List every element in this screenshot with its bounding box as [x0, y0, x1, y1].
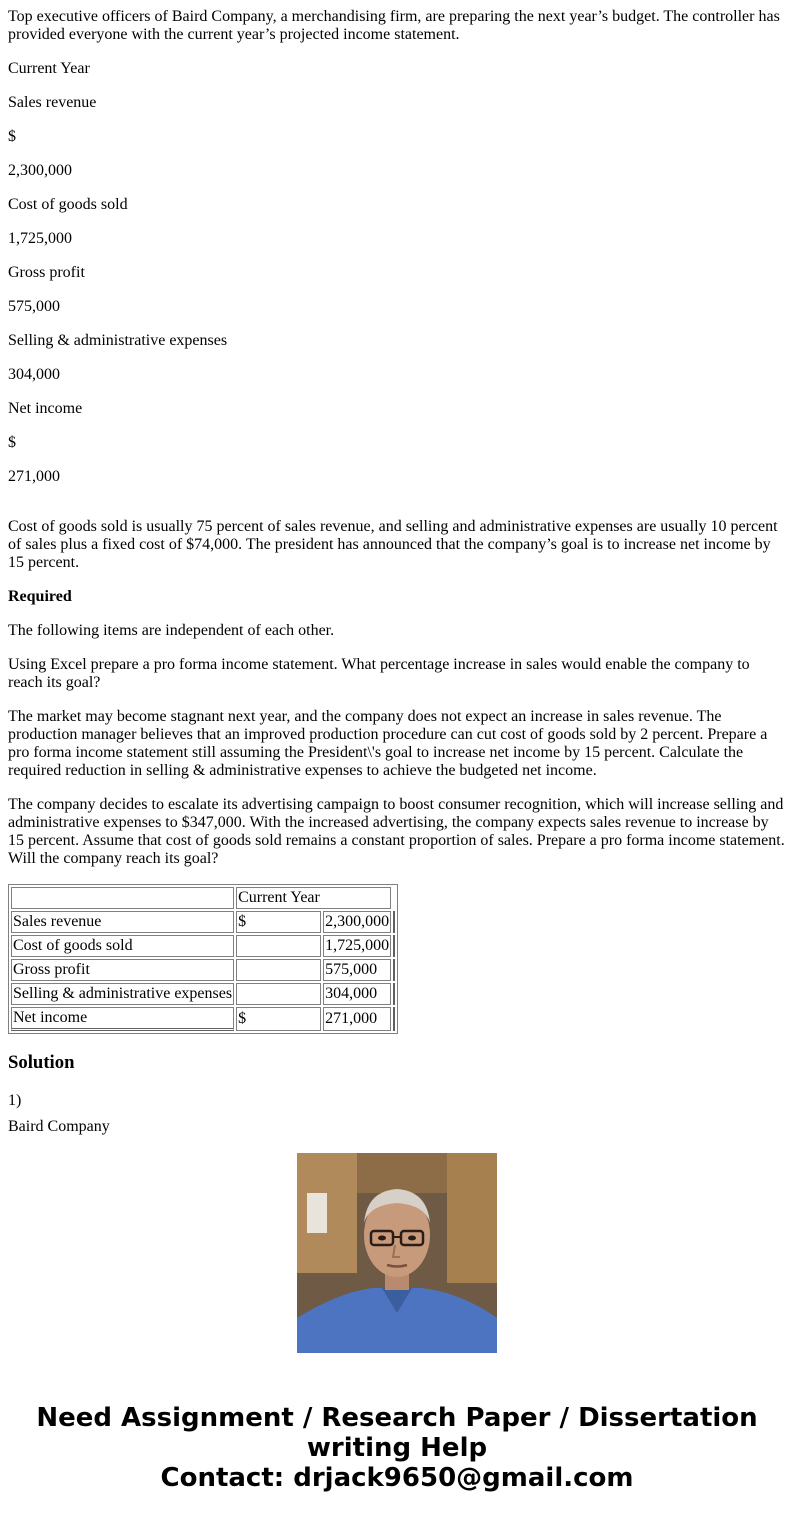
plain-line-sga-value: 304,000: [8, 366, 60, 383]
row-label: Sales revenue: [11, 911, 234, 933]
table-row: [11, 1007, 395, 1031]
plain-line-sales-revenue: Sales revenue: [8, 94, 97, 111]
row-symbol: [236, 983, 321, 1005]
plain-line-net-income: Net income: [8, 400, 83, 417]
table-cell-empty: [11, 887, 234, 909]
table-header-current-year: Current Year: [236, 887, 391, 909]
row-symbol: $: [236, 1007, 321, 1031]
row-edge: [393, 959, 395, 981]
promo-contact-line: Contact: drjack9650@gmail.com: [160, 1463, 634, 1493]
row-value: 1,725,000: [323, 935, 391, 957]
plain-line-cogs-value: 1,725,000: [8, 230, 72, 247]
plain-line-dollar-2: $: [8, 434, 16, 451]
row-label: Cost of goods sold: [11, 935, 234, 957]
plain-line-gross-profit: Gross profit: [8, 264, 85, 281]
promo-line-2: writing Help: [306, 1433, 488, 1463]
row-value: 2,300,000: [323, 911, 391, 933]
solution-step-1: 1): [8, 1092, 22, 1109]
plain-line-sales-value: 2,300,000: [8, 162, 72, 179]
clipped-content: [0, 1086, 794, 1135]
row-edge: [393, 911, 395, 933]
row-value: 271,000: [323, 1007, 391, 1031]
plain-line-net-income-value: 271,000: [8, 468, 60, 485]
row-label: Net income: [11, 1007, 234, 1031]
plain-line-current-year: Current Year: [8, 60, 90, 77]
author-avatar: [297, 1153, 497, 1353]
plain-line-cogs: Cost of goods sold: [8, 196, 128, 213]
row-edge: [393, 983, 395, 1005]
required-item-3: The company decides to escalate its advertising campaign to boost consumer recognition, which will increase selling and administrative expenses to $347,000. With the increased advertising, the company expects sales revenue to increase by 15 percent. Assume that cost of goods sold remains a constant proportion of sales. Prepare a pro forma income statement. Will the company reach its goal?: [8, 796, 785, 867]
row-symbol: $: [236, 911, 321, 933]
table-row: [11, 935, 395, 957]
row-edge: [393, 935, 395, 957]
plain-line-gross-profit-value: 575,000: [8, 298, 60, 315]
table-row: [11, 911, 395, 933]
solution-heading: Solution: [8, 1052, 75, 1073]
plain-line-dollar: $: [8, 128, 16, 145]
table-header-row: [11, 887, 395, 909]
row-edge: [393, 1007, 395, 1031]
promo-line-1: Need Assignment / Research Paper / Dissertation: [36, 1403, 758, 1433]
row-value: 304,000: [323, 983, 391, 1005]
blank-line: [8, 502, 786, 518]
required-heading: Required: [8, 588, 72, 605]
income-statement-table: [8, 884, 398, 1034]
row-symbol: [236, 959, 321, 981]
cost-paragraph: Cost of goods sold is usually 75 percent of sales revenue, and selling and administrative expenses are usually 10 percent of sales plus a fixed cost of $74,000. The president has announced that the company’s goal is to increase net income by 15 percent.: [8, 518, 778, 571]
avatar-portrait-image: [297, 1153, 497, 1353]
row-label: Selling & administrative expenses: [11, 983, 234, 1005]
promo-banner: [0, 1403, 794, 1493]
clipped-line: Baird Company: [8, 1118, 110, 1135]
intro-paragraph: Top executive officers of Baird Company, a merchandising firm, are preparing the next year’s budget. The controller has provided everyone with the current year’s projected income statement.: [8, 8, 780, 43]
independent-note: The following items are independent of each other.: [8, 622, 335, 639]
row-label: Gross profit: [11, 959, 234, 981]
required-item-2: The market may become stagnant next year, and the company does not expect an increase in sales revenue. The production manager believes that an improved production procedure can cut cost of goods sold by 2 percent. Prepare a pro forma income statement still assuming the President\'s goal to increase net income by 15 percent. Calculate the required reduction in selling & administrative expenses to achieve the budgeted net income.: [8, 708, 768, 779]
row-value: 575,000: [323, 959, 391, 981]
plain-line-sga: Selling & administrative expenses: [8, 332, 228, 349]
required-item-1: Using Excel prepare a pro forma income statement. What percentage increase in sales would enable the company to reach its goal?: [8, 656, 750, 691]
row-symbol: [236, 935, 321, 957]
table-row: [11, 959, 395, 981]
table-row: [11, 983, 395, 1005]
document-body: [8, 8, 786, 1126]
